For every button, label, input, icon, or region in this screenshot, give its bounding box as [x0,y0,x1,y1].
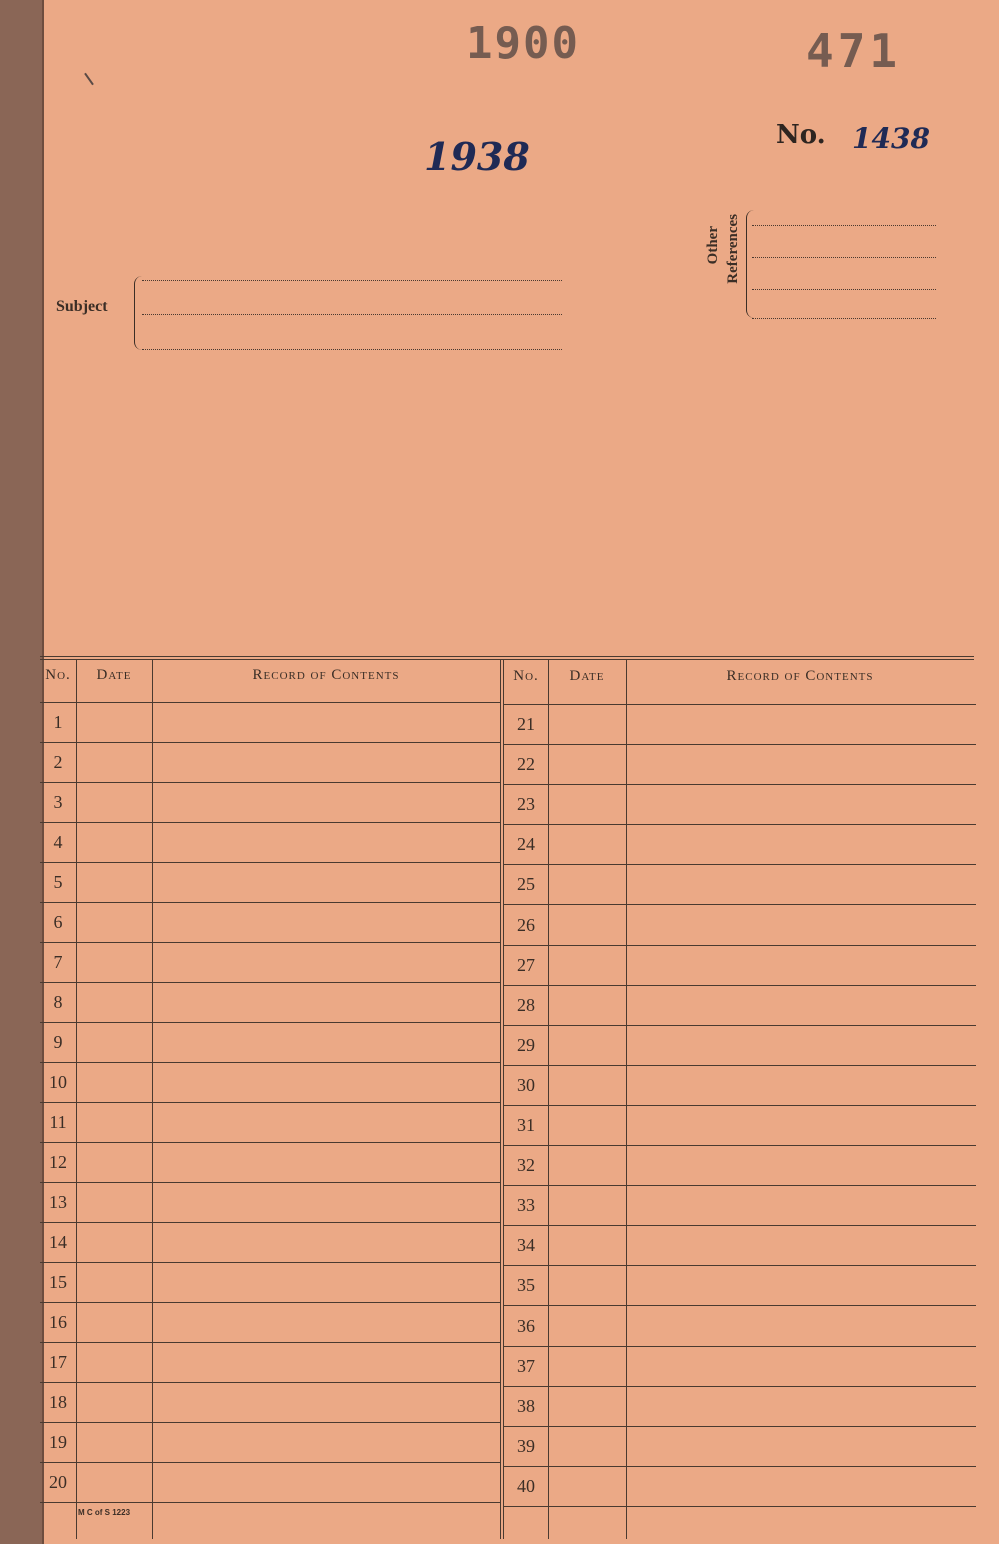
right-row-number: 24 [517,834,535,855]
left-row-number: 17 [49,1352,67,1372]
left-row-number: 19 [49,1432,67,1452]
pencil-mark [84,73,94,86]
left-table-row[interactable] [76,702,500,742]
right-row-number: 25 [517,874,535,895]
left-row-number: 18 [49,1392,67,1412]
stamp-number-top: 1900 [466,18,580,69]
left-table-row[interactable] [76,902,500,942]
right-row-number: 37 [517,1355,535,1376]
left-row-number: 13 [49,1192,67,1212]
other-references-label [704,214,744,319]
form-code: M C of S 1223 [78,1508,131,1517]
left-row-number: 8 [53,992,63,1012]
left-table-row[interactable] [76,1342,500,1382]
left-table-row[interactable] [76,782,500,822]
left-table-row[interactable] [76,1062,500,1102]
right-row-number: 28 [517,994,535,1015]
right-table-row[interactable] [548,1306,976,1346]
left-row-number: 10 [49,1072,67,1092]
right-row-number: 33 [517,1195,535,1216]
right-table-row[interactable] [548,1065,976,1105]
right-row-number: 34 [517,1235,535,1256]
left-row-number: 11 [49,1112,67,1132]
left-table-row[interactable] [76,982,500,1022]
right-row-number: 23 [517,794,535,815]
left-table-row[interactable] [76,942,500,982]
subject-line-3[interactable] [142,349,562,350]
left-table-row[interactable] [76,742,500,782]
right-table-row[interactable] [548,784,976,824]
right-row-number: 30 [517,1074,535,1095]
right-table-row[interactable] [548,945,976,985]
left-table-row[interactable] [76,1142,500,1182]
right-table-row[interactable] [548,864,976,904]
right-table-row[interactable] [548,1225,976,1265]
left-table-row[interactable] [76,1102,500,1142]
other-references-line-3[interactable] [752,289,936,290]
left-row-number: 6 [53,912,63,932]
right-table-row[interactable] [548,744,976,784]
right-row-number: 27 [517,954,535,975]
right-row-number: 36 [517,1315,535,1336]
left-table-row[interactable] [76,1462,500,1502]
table-center-divider [500,659,501,1539]
right-header-record: Record of Contents [726,668,874,684]
right-row-number: 31 [517,1115,535,1135]
left-table-row[interactable] [76,1022,500,1062]
other-references-brace [746,210,755,318]
left-table-row[interactable] [76,1302,500,1342]
right-row-number: 29 [517,1034,535,1055]
right-table-row[interactable] [548,1265,976,1305]
handwritten-year: 1938 [424,134,530,179]
right-table-row[interactable] [548,1466,976,1506]
number-label: No. [776,120,826,150]
right-table-row[interactable] [548,1386,976,1426]
left-row-number: 16 [49,1312,67,1332]
binding-spine [0,0,44,1544]
subject-line-1[interactable] [142,280,562,281]
subject-label: Subject [56,298,108,315]
right-row-number: 35 [517,1275,535,1296]
left-table-row[interactable] [76,862,500,902]
right-table-row[interactable] [548,1346,976,1386]
left-row-number: 20 [49,1472,67,1492]
table-top-rule [40,656,974,657]
left-header-date: Date [96,667,132,683]
right-header-no: No. [513,668,539,684]
left-row-number: 12 [49,1152,67,1172]
right-table-row[interactable] [548,985,976,1025]
other-references-line-1[interactable] [752,225,936,226]
right-table-row[interactable] [548,704,976,744]
left-table-row[interactable] [76,1262,500,1302]
right-table-row[interactable] [548,905,976,945]
right-row-number: 32 [517,1155,535,1176]
right-row-number: 21 [517,714,535,734]
right-row-rule [504,1506,976,1507]
right-row-number: 22 [517,754,535,775]
other-references-line-2[interactable] [752,257,936,258]
left-table-row[interactable] [76,1222,500,1262]
left-row-number: 15 [49,1272,67,1292]
left-table-row[interactable] [76,822,500,862]
left-row-rule [40,1502,500,1503]
left-table-row[interactable] [76,1382,500,1422]
left-header-record: Record of Contents [252,667,400,683]
right-table-row[interactable] [548,1025,976,1065]
subject-line-2[interactable] [142,314,562,315]
left-row-number: 1 [53,712,63,732]
right-row-number: 40 [517,1475,535,1496]
right-table-row[interactable] [548,1426,976,1466]
right-table-row[interactable] [548,824,976,864]
right-row-number: 39 [517,1435,535,1456]
table-top-rule-inner [40,659,974,660]
other-references-word-references: References [725,214,741,284]
left-row-number: 2 [53,752,63,772]
left-table-row[interactable] [76,1422,500,1462]
subject-brace [134,276,145,350]
right-table-row[interactable] [548,1185,976,1225]
right-table-row[interactable] [548,1105,976,1145]
right-row-number: 26 [517,914,535,935]
right-row-number: 38 [517,1395,535,1416]
left-row-number: 7 [53,952,63,972]
left-row-number: 3 [53,792,63,812]
stamp-number-right: 471 [806,24,902,78]
handwritten-file-number: 1438 [852,122,930,155]
other-references-word-other: Other [705,226,721,265]
right-header-date: Date [569,668,605,684]
left-row-number: 4 [53,832,63,852]
left-header-no: No. [45,667,71,683]
left-row-number: 9 [53,1032,63,1052]
left-table-row[interactable] [76,1182,500,1222]
other-references-line-4[interactable] [752,318,936,319]
right-table-row[interactable] [548,1145,976,1185]
left-row-number: 5 [53,872,63,892]
left-row-number: 14 [49,1232,67,1252]
